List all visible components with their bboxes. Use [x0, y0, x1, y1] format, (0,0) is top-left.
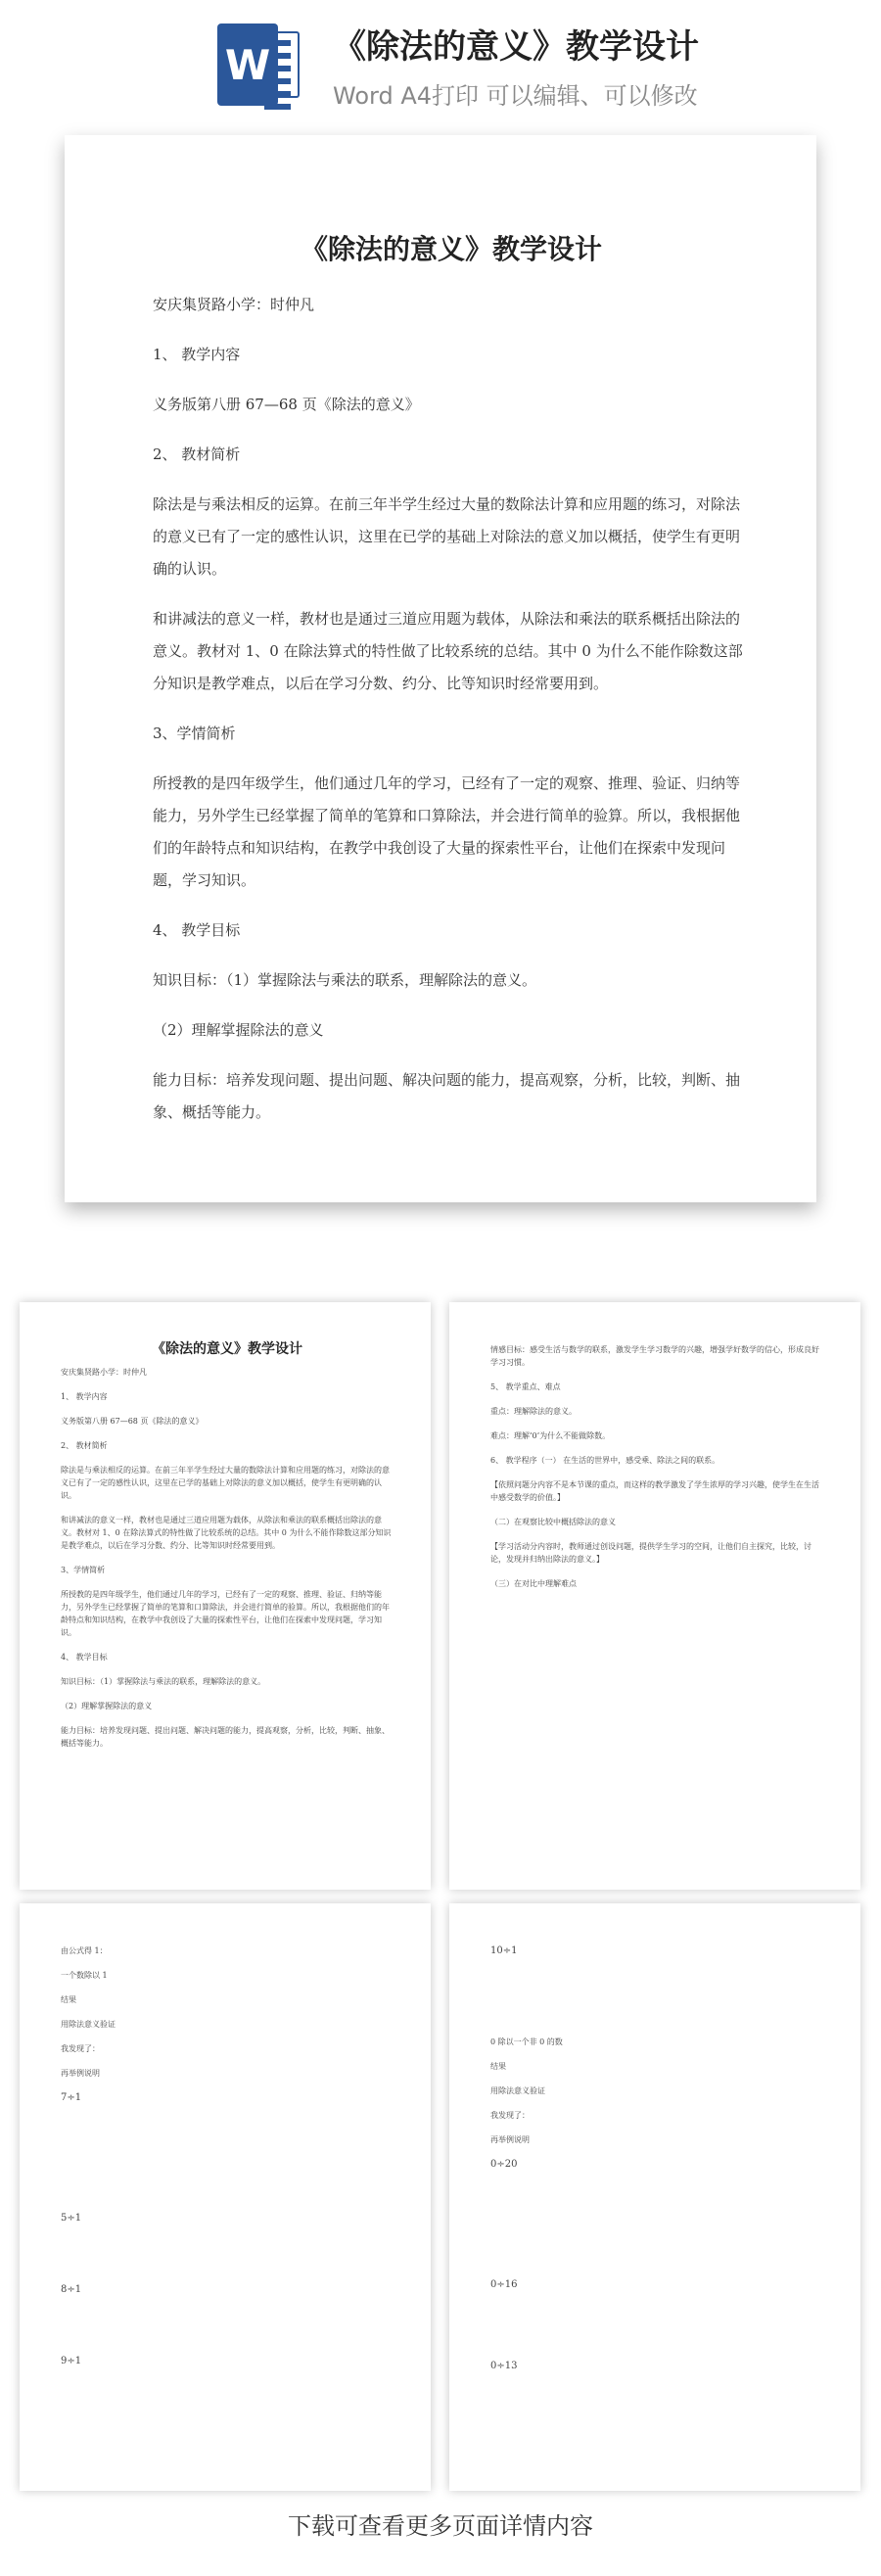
thumb-line: 一个数除以 1 [61, 1971, 108, 1980]
thumb-line: 安庆集贤路小学：时仲凡 [61, 1368, 147, 1377]
thumb-paragraph: 除法是与乘法相反的运算。在前三年半学生经过大量的数除法计算和应用题的练习，对除法的意义已有了一定的感性认识，这里在已学的基础上对除法的意义加以概括，使学生有更明确的认识。 [61, 1466, 390, 1500]
thumb-line: （三）在对比中理解难点 [490, 1579, 577, 1588]
thumb-paragraph: 【依照问题分内容不是本节课的重点，而这样的教学激发了学生浓厚的学习兴趣，使学生在生活中感受数学的价值。】 [490, 1480, 819, 1502]
thumb-line: 知识目标：（1）掌握除法与乘法的联系，理解除法的意义。 [61, 1677, 266, 1686]
goal-line: 知识目标：（1）掌握除法与乘法的联系，理解除法的意义。 [153, 971, 537, 989]
thumb-line: 9÷1 [61, 2356, 82, 2366]
thumb-line: 5÷1 [61, 2213, 82, 2224]
thumb-line: 2、 教材简析 [61, 1441, 108, 1450]
document-title: 《除法的意义》教学设计 [333, 27, 699, 67]
page-thumbnail-4[interactable] [449, 1903, 860, 2491]
document-preview-page [65, 135, 816, 1202]
thumb-line: 再举例说明 [490, 2135, 530, 2144]
section-heading: 3、学情简析 [153, 725, 236, 742]
word-icon [217, 23, 300, 106]
thumb-paragraph: 情感目标：感受生活与数学的联系，激发学生学习数学的兴趣，增强学好数学的信心，形成良好学习习惯。 [490, 1345, 819, 1367]
page-thumbnail-3[interactable] [20, 1903, 431, 2491]
header [0, 0, 881, 117]
thumb-paragraph: 【学习活动分内容时，教师通过创设问题，提供学生学习的空间，让他们自主探究，比较，讨论，发现并归纳出除法的意义。】 [490, 1542, 811, 1564]
page-thumbnail-2[interactable] [449, 1302, 860, 1890]
section-heading: 1、 教学内容 [153, 346, 241, 363]
thumb-paragraph: 能力目标：培养发现问题、提出问题、解决问题的能力，提高观察，分析，比较，判断、抽象、概括等能力。 [61, 1726, 390, 1748]
word-logo-letter: W [217, 23, 278, 106]
paragraph: 和讲减法的意义一样，教材也是通过三道应用题为载体，从除法和乘法的联系概括出除法的意义。教材对 1、0 在除法算式的特性做了比较系统的总结。其中 0 为什么不能作除数这部分知识是教学难点，以后在学习分数、约分、比等知识时经常要用到。 [153, 610, 743, 692]
thumb-line: 结果 [490, 2062, 506, 2071]
goal-line: （2）理解掌握除法的意义 [153, 1021, 324, 1039]
thumb-line: 我发现了： [61, 2044, 100, 2053]
thumb-line: （2）理解掌握除法的意义 [61, 1702, 153, 1710]
thumb-paragraph: 6、 教学程序（一） 在生活的世界中，感受乘、除法之间的联系。 [490, 1456, 720, 1465]
thumb-line: 用除法意义验证 [490, 2086, 545, 2095]
paragraph: 所授教的是四年级学生，他们通过几年的学习，已经有了一定的观察、推理、验证、归纳等能力，另外学生已经掌握了简单的笔算和口算除法，并会进行简单的验算。所以，我根据他们的年龄特点和知识结构，在教学中我创设了大量的探索性平台，让他们在探索中发现问题，学习知识。 [153, 774, 741, 889]
thumb-line: 3、学情简析 [61, 1566, 106, 1574]
thumb-line: 由公式得 1： [61, 1946, 108, 1955]
thumb-line: 5、 教学重点、难点 [490, 1382, 561, 1391]
thumb-line: 4、 教学目标 [61, 1653, 108, 1662]
goal-line: 能力目标：培养发现问题、提出问题、解决问题的能力，提高观察，分析，比较，判断、抽象、概括等能力。 [153, 1071, 741, 1121]
section-heading: 2、 教材简析 [153, 445, 241, 463]
thumb-line: 我发现了： [490, 2111, 530, 2120]
thumb-line: 7÷1 [61, 2092, 82, 2103]
page-title: 《除法的意义》教学设计 [300, 233, 602, 265]
thumb-paragraph: 和讲减法的意义一样，教材也是通过三道应用题为载体，从除法和乘法的联系概括出除法的意义。教材对 1、0 在除法算式的特性做了比较系统的总结。其中 0 为什么不能作除数这部分知识是教学难点，以后在学习分数、约分、比等知识时经常要用到。 [61, 1516, 392, 1550]
thumb-line: 0÷20 [490, 2159, 518, 2170]
section-text: 义务版第八册 67—68 页《除法的意义》 [153, 396, 420, 413]
thumb-line: 用除法意义验证 [61, 2020, 116, 2029]
thumb-line: 8÷1 [61, 2284, 82, 2295]
thumb-line: 再举例说明 [61, 2069, 100, 2078]
thumb-line: 0÷13 [490, 2361, 518, 2371]
thumb-line: 重点：理解除法的意义。 [490, 1407, 577, 1416]
thumb-line: 义务版第八册 67—68 页《除法的意义》 [61, 1417, 204, 1426]
thumb-title: 《除法的意义》教学设计 [152, 1341, 302, 1357]
document-subtitle: Word A4打印 可以编辑、可以修改 [333, 82, 698, 110]
thumb-line: 10÷1 [490, 1945, 518, 1956]
page-thumbnail-1[interactable] [20, 1302, 431, 1890]
thumb-paragraph: 所授教的是四年级学生，他们通过几年的学习，已经有了一定的观察、推理、验证、归纳等能力，另外学生已经掌握了简单的笔算和口算除法，并会进行简单的验算。所以，我根据他们的年龄特点和知识结构，在教学中我创设了大量的探索性平台，让他们在探索中发现问题，学习知识。 [61, 1590, 390, 1637]
thumb-line: （二）在观察比较中概括除法的意义 [490, 1518, 616, 1526]
author-line: 安庆集贤路小学：时仲凡 [153, 296, 315, 313]
section-heading: 4、 教学目标 [153, 921, 241, 939]
thumb-line: 难点：理解‘0’为什么不能做除数。 [490, 1431, 611, 1440]
paragraph: 除法是与乘法相反的运算。在前三年半学生经过大量的数除法计算和应用题的练习，对除法的意义已有了一定的感性认识，这里在已学的基础上对除法的意义加以概括，使学生有更明确的认识。 [153, 495, 741, 578]
thumb-line: 0÷16 [490, 2279, 518, 2290]
thumb-line: 1、 教学内容 [61, 1392, 108, 1401]
thumb-line: 0 除以一个非 0 的数 [490, 2037, 563, 2046]
download-more-link[interactable]: 下载可查看更多页面详情内容 [288, 2512, 593, 2540]
thumb-line: 结果 [61, 1995, 76, 2004]
